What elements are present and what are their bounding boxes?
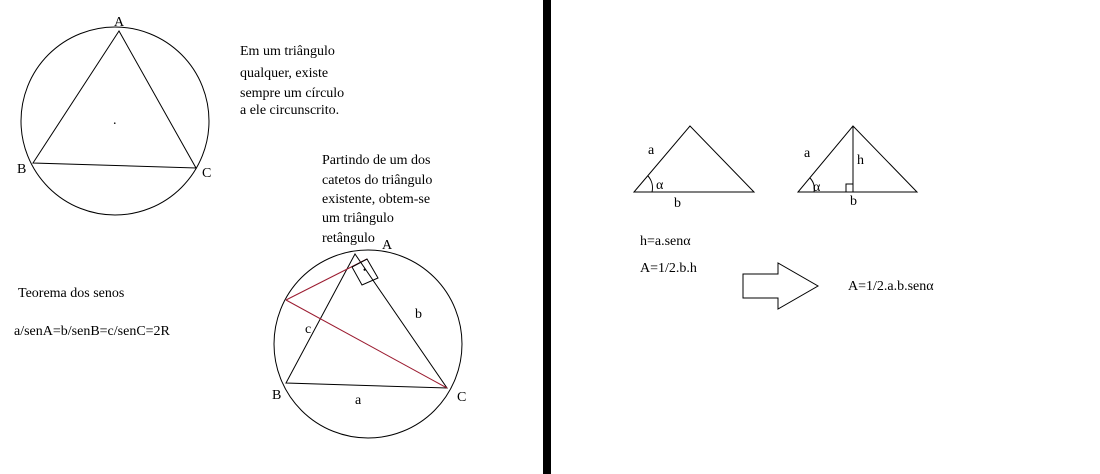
note-circumscribed-line-1: Em um triângulo <box>240 44 335 59</box>
note-right-line-1: Partindo de um dos <box>322 153 431 168</box>
note-circumscribed-line-4: a ele circunscrito. <box>240 103 340 118</box>
formula-height: h=a.senα <box>640 234 691 249</box>
triangle2-height: h <box>857 153 864 168</box>
inscribed-vertex-b: B <box>272 388 282 403</box>
side-label-a: a <box>355 393 362 408</box>
side-label-b: b <box>415 307 422 322</box>
inscribed-vertex-c: C <box>457 390 467 405</box>
triangle2-side-a: a <box>804 146 811 161</box>
panel-divider <box>543 0 551 474</box>
note-circumscribed-line-2: qualquer, existe <box>240 66 329 81</box>
vertex-label-c: C <box>202 166 212 181</box>
note-circumscribed-line-3: sempre um círculo <box>240 86 345 101</box>
note-right-line-5: retângulo <box>322 231 375 246</box>
note-right-line-2: catetos do triângulo <box>322 173 433 188</box>
formula-area: A=1/2.b.h <box>640 261 697 276</box>
triangle1-angle: α <box>656 178 664 193</box>
sine-law-title: Teorema dos senos <box>18 286 125 301</box>
inscribed-vertex-a: A <box>382 238 393 253</box>
side-label-c: c <box>305 322 312 337</box>
triangle1-side-b: b <box>674 196 681 211</box>
sine-law-formula: a/senA=b/senB=c/senC=2R <box>14 324 170 339</box>
vertex-label-b: B <box>17 162 27 177</box>
triangle2-side-b: b <box>850 194 857 209</box>
triangle2-angle: α <box>813 180 821 195</box>
center-dot: . <box>113 113 117 128</box>
right-angle-dot: • <box>363 265 367 275</box>
formula-result: A=1/2.a.b.senα <box>848 279 934 294</box>
vertex-label-a: A <box>114 15 125 30</box>
triangle1-side-a: a <box>648 143 655 158</box>
note-right-line-4: um triângulo <box>322 211 394 226</box>
note-right-line-3: existente, obtem-se <box>322 192 431 207</box>
